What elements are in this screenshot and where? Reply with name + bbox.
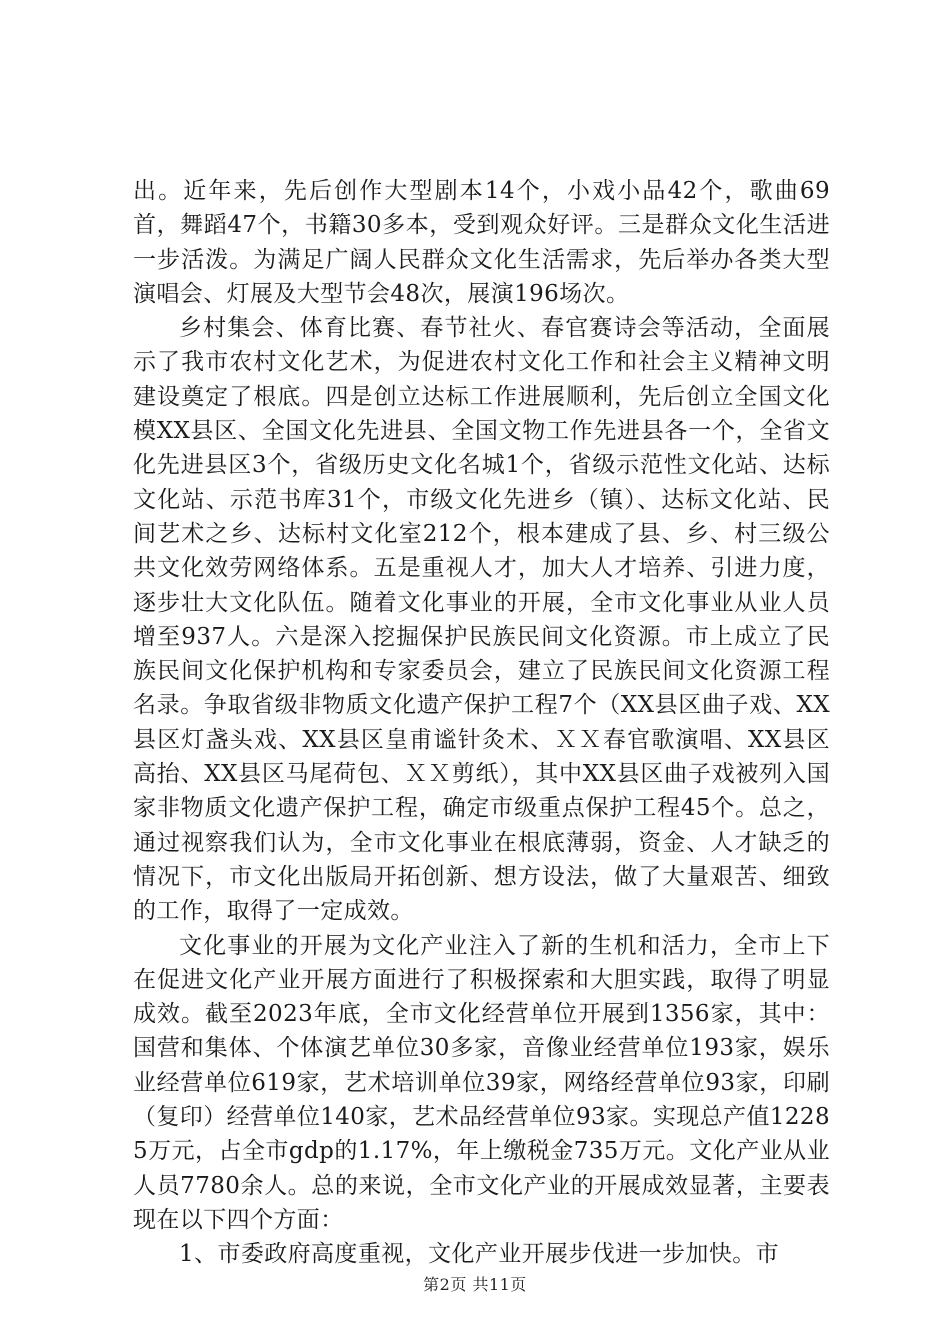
- paragraph-4: 1、市委政府高度重视，文化产业开展步伐进一步加快。市: [179, 1241, 780, 1268]
- paragraph-1: 出。近年来，先后创作大型剧本14个，小戏小品42个，歌曲69首，舞蹈47个，书籍30多本，受到观众好评。三是群众文化生活进一步活泼。为满足广阔人民群众文化生活需求，先后举办各类大型演唱会、灯展及大型节会48次，展演196场次。: [133, 178, 830, 307]
- page-number-footer: 第2页 共11页: [423, 1275, 527, 1294]
- paragraph-3: 文化事业的开展为文化产业注入了新的生机和活力，全市上下在促进文化产业开展方面进行了积极探索和大胆实践，取得了明显成效。截至2023年底，全市文化经营单位开展到1356家，其中：国营和集体、个体演艺单位30多家，音像业经营单位193家，娱乐业经营单位619家，艺术培训单位39家，网络经营单位93家，印刷（复印）经营单位140家，艺术品经营单位93家。实现总产值12285万元，占全市gdp的1.17%，年上缴税金735万元。文化产业从业人员7780余人。总的来说，全市文化产业的开展成效显著，主要表现在以下四个方面：: [133, 932, 830, 1233]
- body-text: [133, 174, 830, 1272]
- paragraph-2: 乡村集会、体育比赛、春节社火、春官赛诗会等活动，全面展示了我市农村文化艺术，为促进农村文化工作和社会主义精神文明建设奠定了根底。四是创立达标工作进展顺利，先后创立全国文化模XX县区、全国文化先进县、全国文物工作先进县各一个，全省文化先进县区3个，省级历史文化名城1个，省级示范性文化站、达标文化站、示范书库31个，市级文化先进乡（镇）、达标文化站、民间艺术之乡、达标村文化室212个，根本建成了县、乡、村三级公共文化效劳网络体系。五是重视人才，加大人才培养、引进力度，逐步壮大文化队伍。随着文化事业的开展，全市文化事业从业人员增至937人。六是深入挖掘保护民族民间文化资源。市上成立了民族民间文化保护机构和专家委员会，建立了民族民间文化资源工程名录。争取省级非物质文化遗产保护工程7个（XX县区曲子戏、XX县区灯盏头戏、XX县区皇甫谧针灸术、ＸＸ春官歌演唱、XX县区高抬、XX县区马尾荷包、ＸＸ剪纸），其中XX县区曲子戏被列入国家非物质文化遗产保护工程，确定市级重点保护工程45个。总之，通过视察我们认为，全市文化事业在根底薄弱，资金、人才缺乏的情况下，市文化出版局开拓创新、想方设法，做了大量艰苦、细致的工作，取得了一定成效。: [133, 315, 830, 925]
